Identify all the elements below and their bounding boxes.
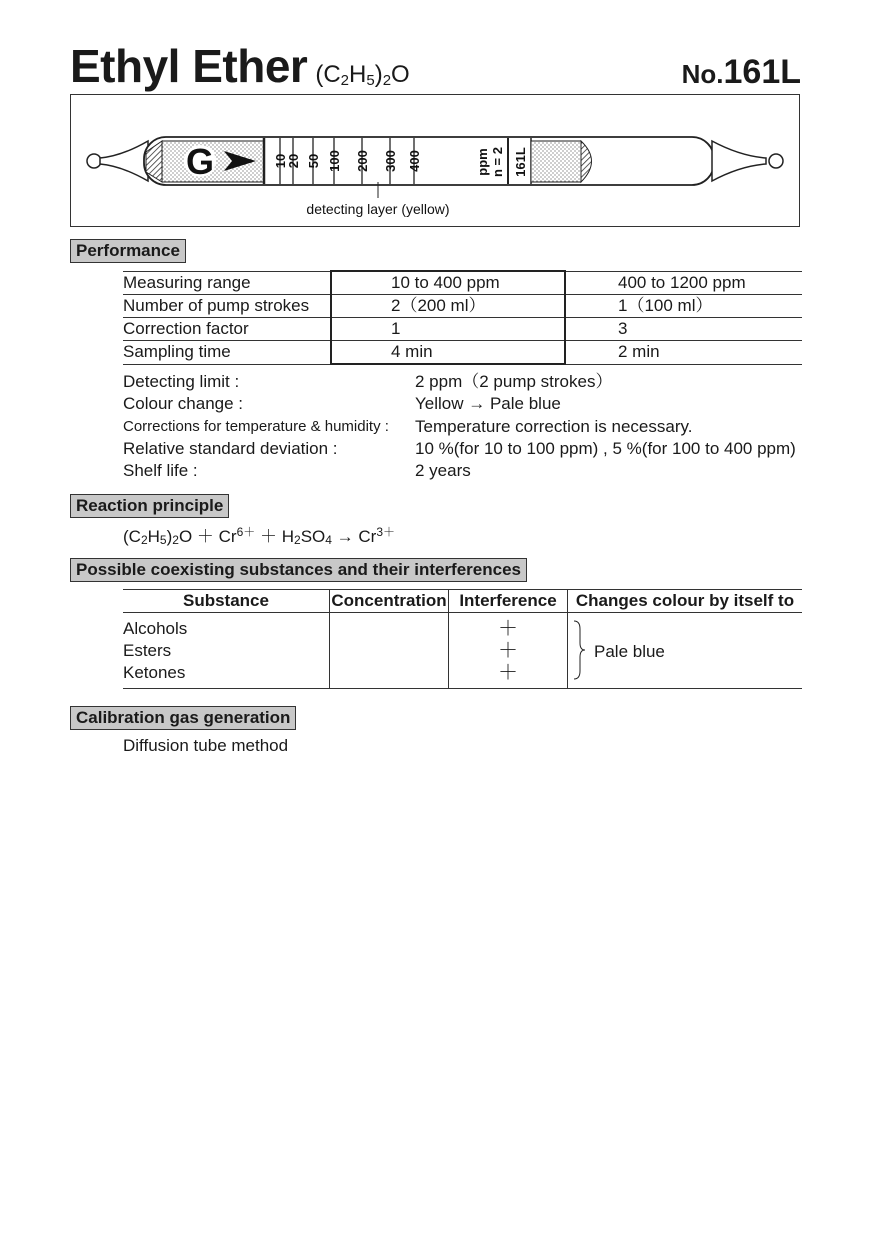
- scale-label: 10: [273, 153, 288, 169]
- scale-label: 200: [355, 150, 370, 172]
- performance-row: [123, 341, 802, 365]
- property-label: Colour change :: [123, 394, 244, 414]
- brace-icon: [572, 619, 586, 681]
- performance-value: 4 min: [331, 341, 565, 365]
- concentration-cell: [330, 613, 449, 689]
- property-value: 2 years: [415, 461, 471, 481]
- scale-label: 300: [383, 150, 398, 172]
- performance-label: Sampling time: [123, 341, 331, 365]
- tube-right-neck: [712, 141, 766, 181]
- interference-mark: ＋: [498, 618, 518, 640]
- stroke-count-label: n = 2: [490, 147, 505, 177]
- scale-label: 20: [286, 153, 301, 169]
- property-value: Yellow → Pale blue: [415, 394, 561, 414]
- compound-name: Ethyl Ether: [70, 40, 308, 92]
- section-heading-interferences: Possible coexisting substances and their interferences: [70, 558, 527, 582]
- column-header: Concentration: [330, 590, 449, 613]
- property-label: Relative standard deviation :: [123, 438, 338, 458]
- substance-name: Ketones: [123, 663, 186, 682]
- logo-letter: G: [185, 141, 215, 182]
- performance-row: [123, 271, 802, 295]
- section-heading-reaction: Reaction principle: [70, 494, 229, 518]
- colour-change-value: Pale blue: [594, 642, 665, 661]
- substance-name: Alcohols: [123, 619, 188, 638]
- interferences-table: [123, 589, 802, 689]
- performance-table: [123, 270, 802, 365]
- performance-row: [123, 295, 802, 318]
- tube-left-neck: [100, 141, 148, 181]
- right-dotted-layer: [531, 141, 581, 182]
- tube-left-tip: [87, 154, 101, 168]
- detector-tube-diagram: [70, 94, 800, 227]
- section-heading-calibration: Calibration gas generation: [70, 706, 296, 730]
- column-header: Substance: [123, 590, 330, 613]
- performance-value: 2（200 ml）: [331, 295, 565, 318]
- substance-name: Esters: [123, 641, 172, 660]
- section-heading-performance: Performance: [70, 239, 186, 263]
- catalog-number: No.161L: [681, 53, 801, 91]
- performance-value: 3: [565, 318, 802, 341]
- performance-row: [123, 318, 802, 341]
- scale-label: 100: [327, 150, 342, 172]
- property-label: Detecting limit :: [123, 372, 240, 391]
- performance-value: 2 min: [565, 341, 802, 365]
- scale-unit-label: ppm: [475, 148, 490, 176]
- performance-value: 10 to 400 ppm: [331, 271, 565, 295]
- property-value: Temperature correction is necessary.: [415, 416, 693, 436]
- performance-value: 1（100 ml）: [565, 295, 802, 318]
- performance-label: Correction factor: [123, 318, 331, 341]
- scale-label: 50: [306, 153, 321, 169]
- tube-code-label: 161L: [513, 147, 528, 177]
- calibration-method: Diffusion tube method: [123, 736, 289, 755]
- interference-mark: ＋: [498, 640, 518, 662]
- property-value: 2 ppm（2 pump strokes）: [415, 372, 613, 391]
- interference-mark: ＋: [498, 662, 518, 684]
- property-label: Corrections for temperature & humidity :: [123, 417, 389, 435]
- performance-value: 400 to 1200 ppm: [565, 271, 802, 295]
- tube-right-tip: [769, 154, 783, 168]
- reaction-equation: $(C_2H_5)_2O + Cr^{6+} + H_2SO_4 \to Cr^{3+}$: [123, 525, 396, 547]
- detecting-layer-caption: detecting layer (yellow): [306, 201, 450, 217]
- performance-label: Measuring range: [123, 271, 331, 295]
- property-label: Shelf life :: [123, 461, 198, 481]
- column-header: Interference: [449, 590, 568, 613]
- compound-formula: $(C_2H_5)_2O$: [315, 61, 410, 89]
- scale-label: 400: [407, 150, 422, 172]
- property-value: 10 %(for 10 to 100 ppm) , 5 %(for 100 to 400 ppm): [415, 438, 796, 458]
- performance-label: Number of pump strokes: [123, 295, 331, 318]
- column-header: Changes colour by itself to: [568, 590, 803, 613]
- performance-value: 1: [331, 318, 565, 341]
